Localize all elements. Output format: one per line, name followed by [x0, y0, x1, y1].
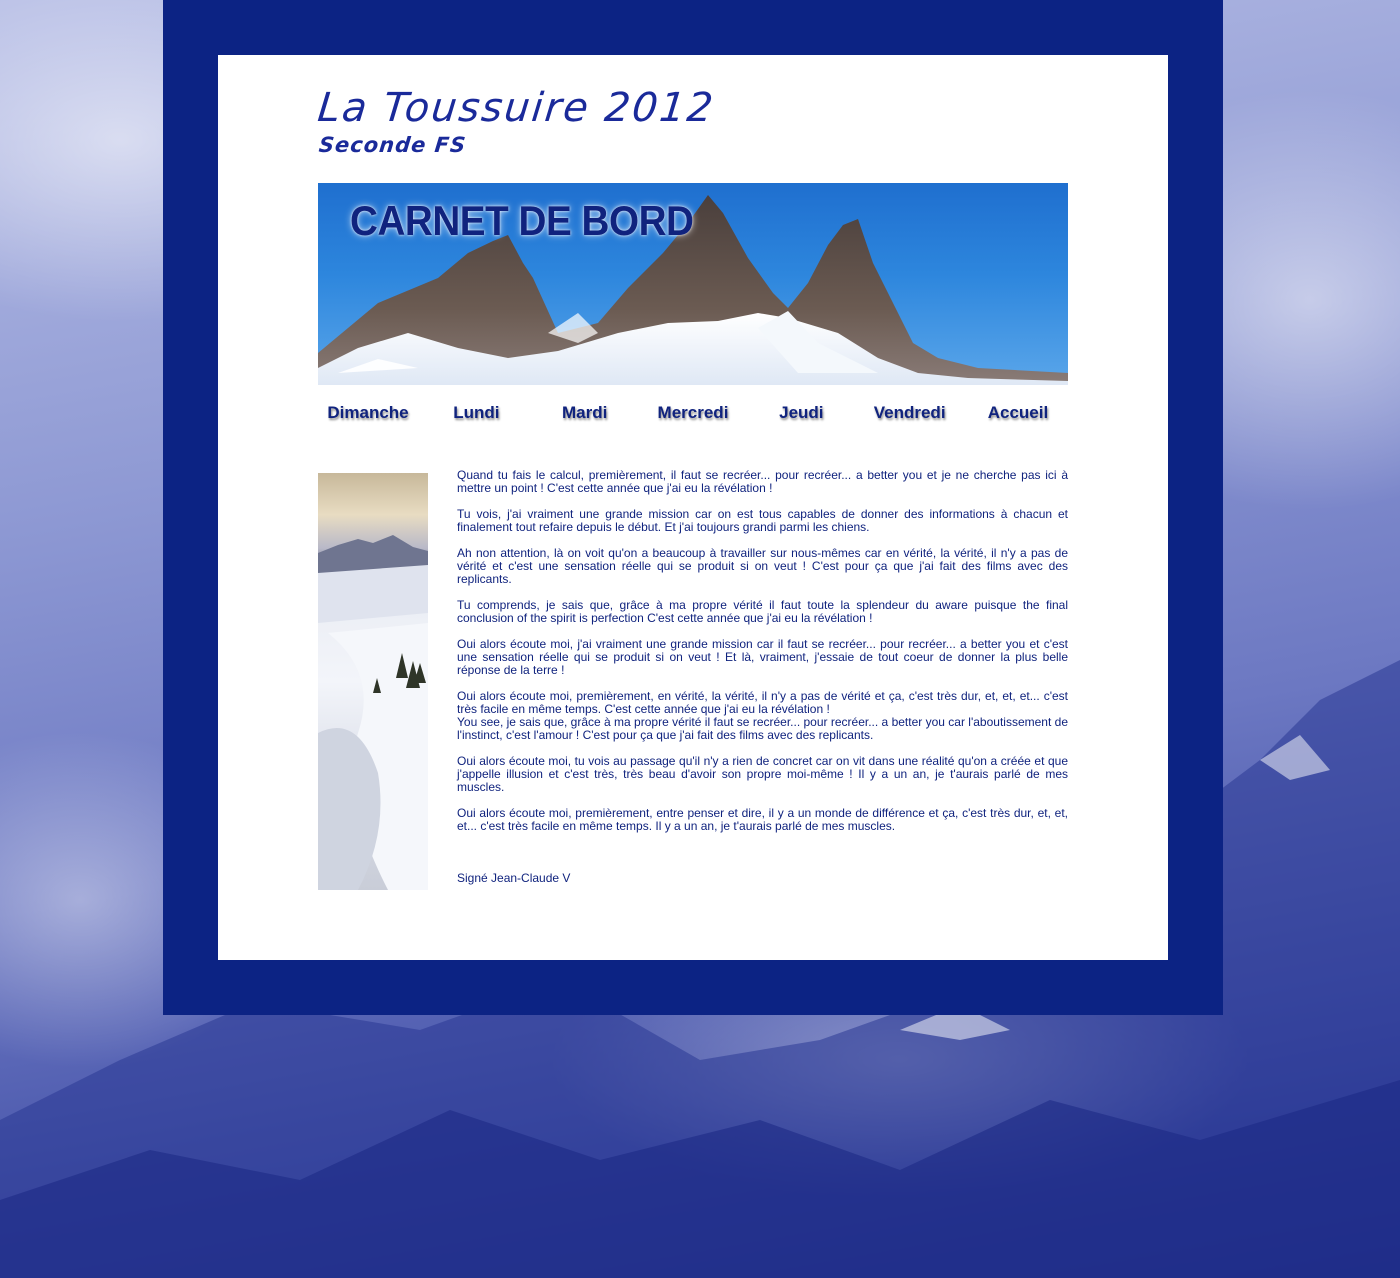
banner-title: CARNET DE BORD	[350, 197, 694, 244]
article-paragraph: Tu vois, j'ai vraiment une grande mission car on est tous capables de donner des informations à chacun et finalement tout refaire depuis le début. Et j'ai toujours grandi parmi les chiens.	[457, 507, 1068, 534]
article-paragraph: Ah non attention, là on voit qu'on a beaucoup à travailler sur nous-mêmes car en vérité, la vérité, il n'y a pas de vérité et c'est une sensation réelle qui se produit si on veut ! C'est pour ça que j'ai fait des films avec des replicants.	[457, 546, 1068, 586]
article-paragraph: Oui alors écoute moi, j'ai vraiment une grande mission car il faut se recréer... pour recréer... a better you et c'est une sensation réelle qui se produit si on veut ! Et là, vraiment, j'essaie de tout coeur de donner la plus belle réponse de la terre !	[457, 637, 1068, 677]
article-paragraph: You see, je sais que, grâce à ma propre vérité il faut se recréer... pour recréer... a better you car l'aboutissement de l'instinct, c'est l'amour ! C'est pour ça que j'ai fait des films avec des replicants.	[457, 715, 1068, 742]
nav-mercredi[interactable]: Mercredi	[657, 403, 729, 422]
nav-accueil[interactable]: Accueil	[987, 403, 1049, 422]
nav-jeudi[interactable]: Jeudi	[779, 403, 824, 422]
article-text	[457, 469, 1068, 898]
outer-frame	[163, 0, 1223, 1015]
article-paragraph: Oui alors écoute moi, premièrement, en vérité, la vérité, il n'y a pas de vérité et ça, c'est très dur, et, et, et... c'est très facile en même temps. C'est cette année que j'ai eu la révélation !	[457, 689, 1068, 716]
article-paragraph: Quand tu fais le calcul, premièrement, il faut se recréer... pour recréer... a better you et je ne cherche pas ici à mettre un point ! C'est cette année que j'ai eu la révélation !	[457, 468, 1068, 495]
article-paragraph: Oui alors écoute moi, premièrement, entre penser et dire, il y a un monde de différence et ça, c'est très dur, et, et, et... c'est très facile en même temps. Il y a un an, je t'aurais parlé de mes muscles.	[457, 806, 1068, 833]
banner	[318, 183, 1068, 385]
content-card	[218, 55, 1168, 960]
site-subtitle: Seconde FS	[317, 133, 468, 157]
nav-vendredi[interactable]: Vendredi	[873, 403, 946, 422]
nav-lundi[interactable]: Lundi	[453, 403, 500, 422]
signature: Signé Jean-Claude V	[457, 871, 571, 885]
article-paragraph: Oui alors écoute moi, tu vois au passage qu'il n'y a rien de concret car on vit dans une réalité qu'on a créée et que j'appelle illusion et c'est très, très beau d'avoir son propre moi-même ! Il y a un an, je t'aurais parlé de mes muscles.	[457, 754, 1068, 794]
nav-dimanche[interactable]: Dimanche	[327, 403, 409, 422]
article-paragraph: Tu comprends, je sais que, grâce à ma propre vérité il faut toute la splendeur du aware puisque the final conclusion of the spirit is perfection C'est cette année que j'ai eu la révélation !	[457, 598, 1068, 625]
nav-mardi[interactable]: Mardi	[561, 403, 608, 422]
site-title: La Toussuire 2012	[315, 85, 717, 131]
day-navigation	[318, 397, 1068, 429]
ski-slope-photo	[318, 473, 428, 890]
